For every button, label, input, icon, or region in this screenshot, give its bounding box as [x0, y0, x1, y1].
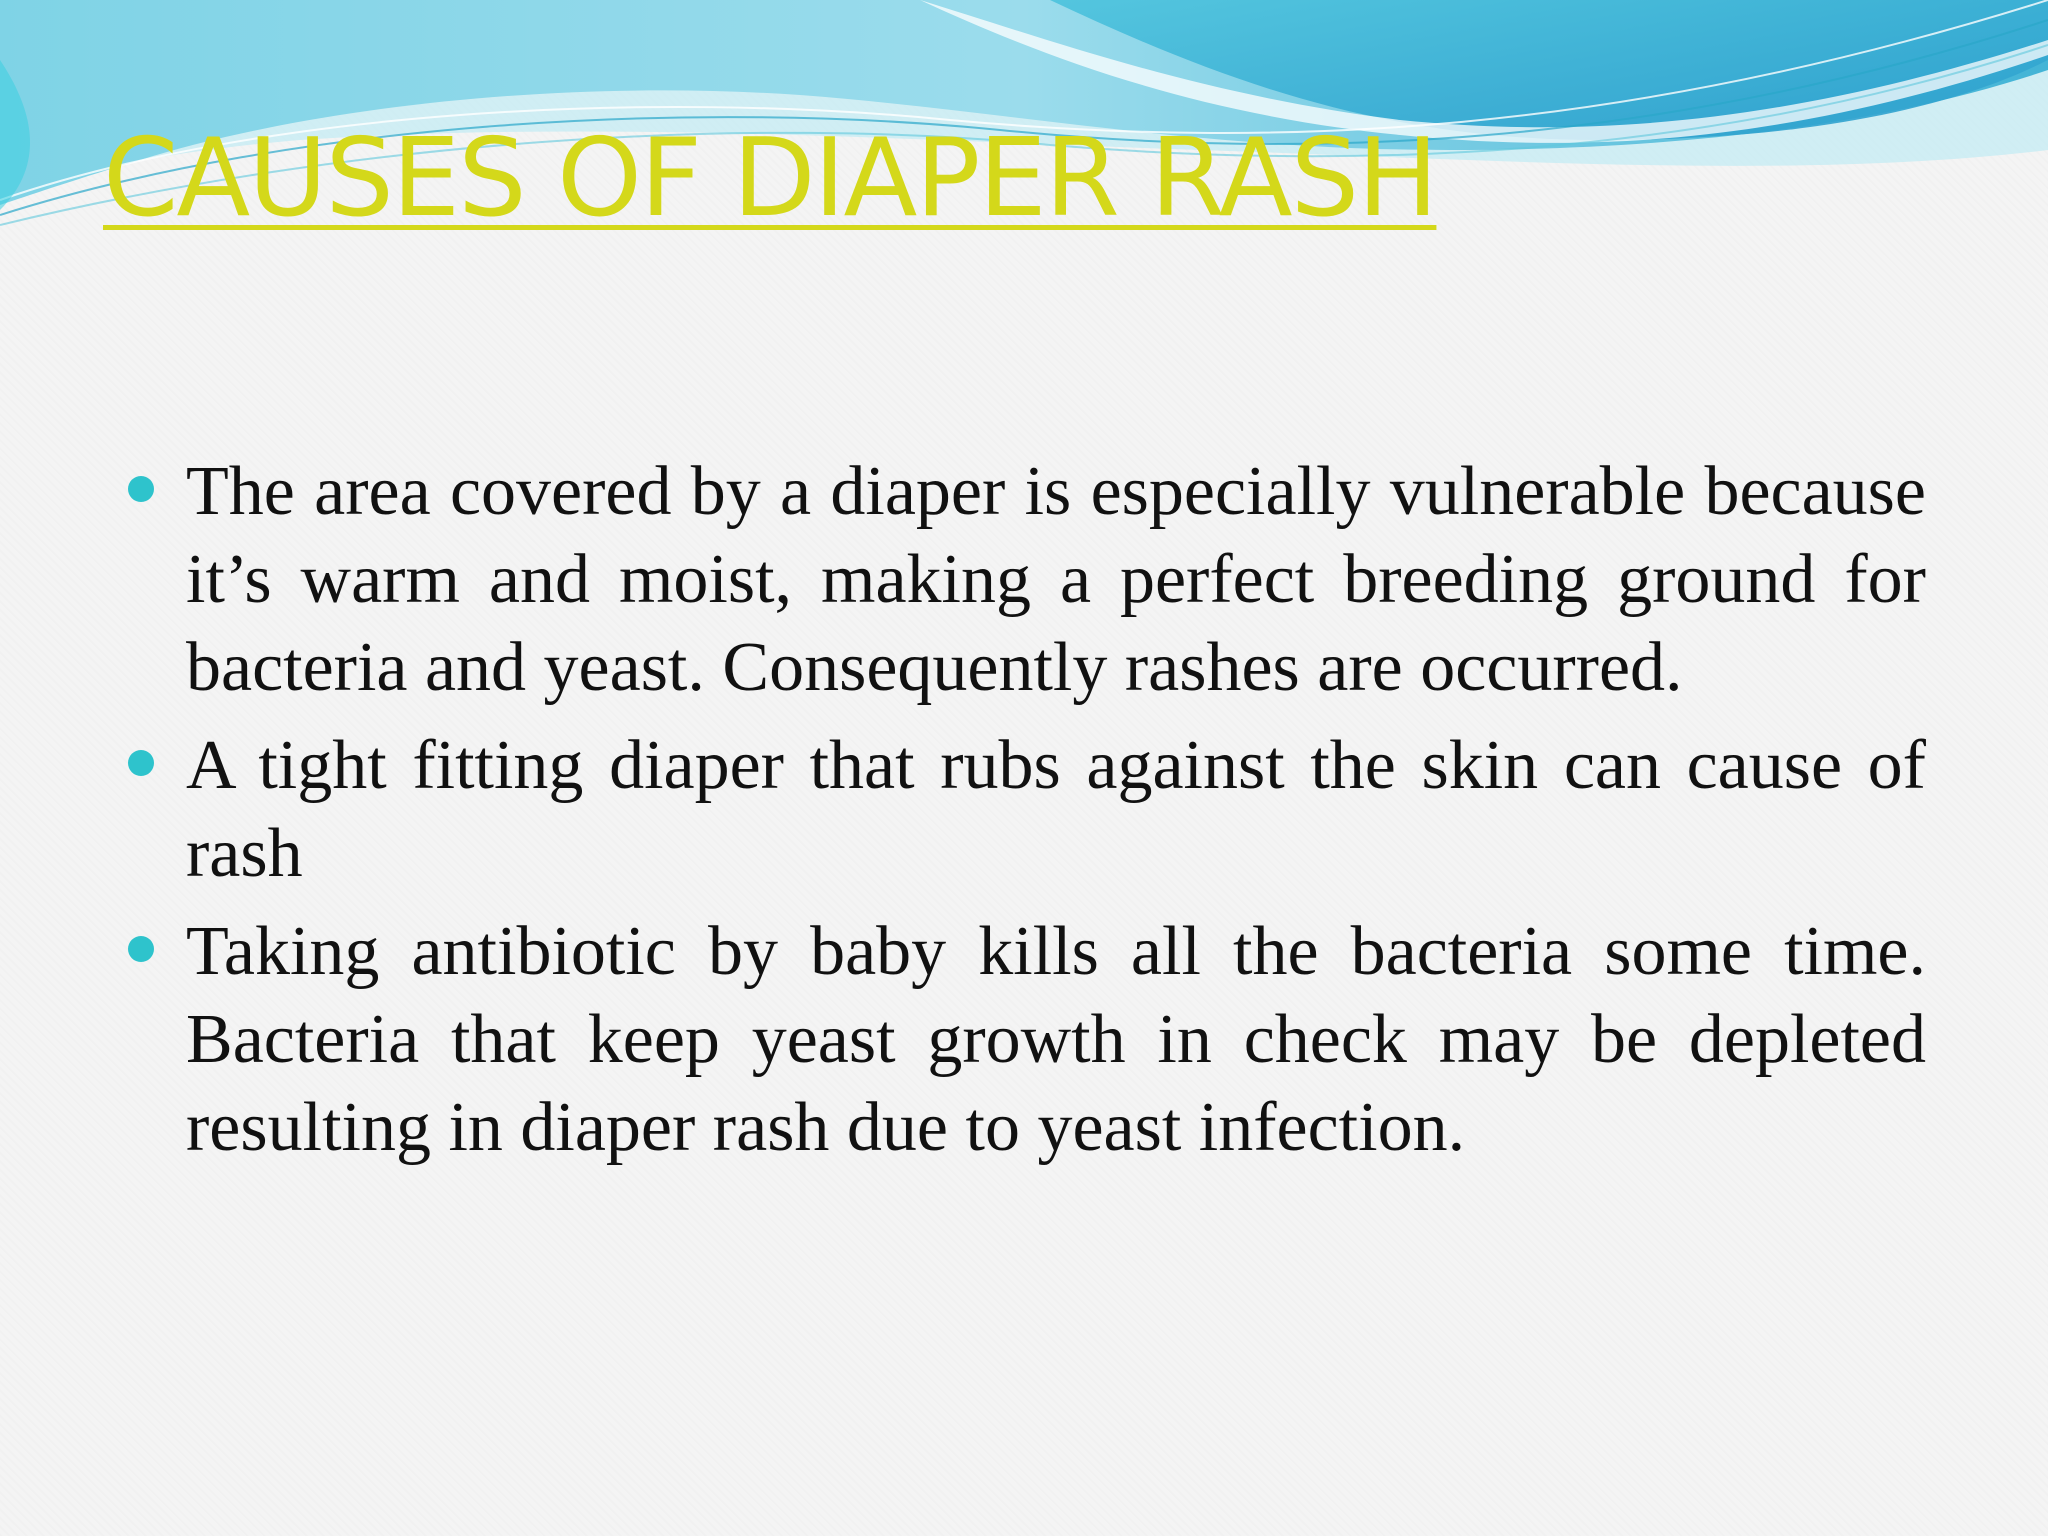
bullet-text: A tight fitting diaper that rubs against the skin can cause of rash [186, 727, 1926, 892]
bullet-text: Taking antibiotic by baby kills all the bacteria some time. Bacteria that keep yeast growth in check may be depleted resulting in diaper rash due to yeast infection. [186, 913, 1926, 1166]
bullet-icon [128, 750, 154, 776]
bullet-item [128, 908, 1926, 1172]
bullet-icon [128, 936, 154, 962]
bullet-item [128, 448, 1926, 712]
bullet-text: The area covered by a diaper is especially vulnerable because it’s warm and moist, making a perfect breeding ground for bacteria and yeast. Consequently rashes are occurred. [186, 453, 1926, 706]
bullet-icon [128, 476, 154, 502]
bullet-list [128, 448, 1926, 1182]
bullet-item [128, 722, 1926, 898]
slide-title: CAUSES OF DIAPER RASH [103, 116, 1437, 241]
